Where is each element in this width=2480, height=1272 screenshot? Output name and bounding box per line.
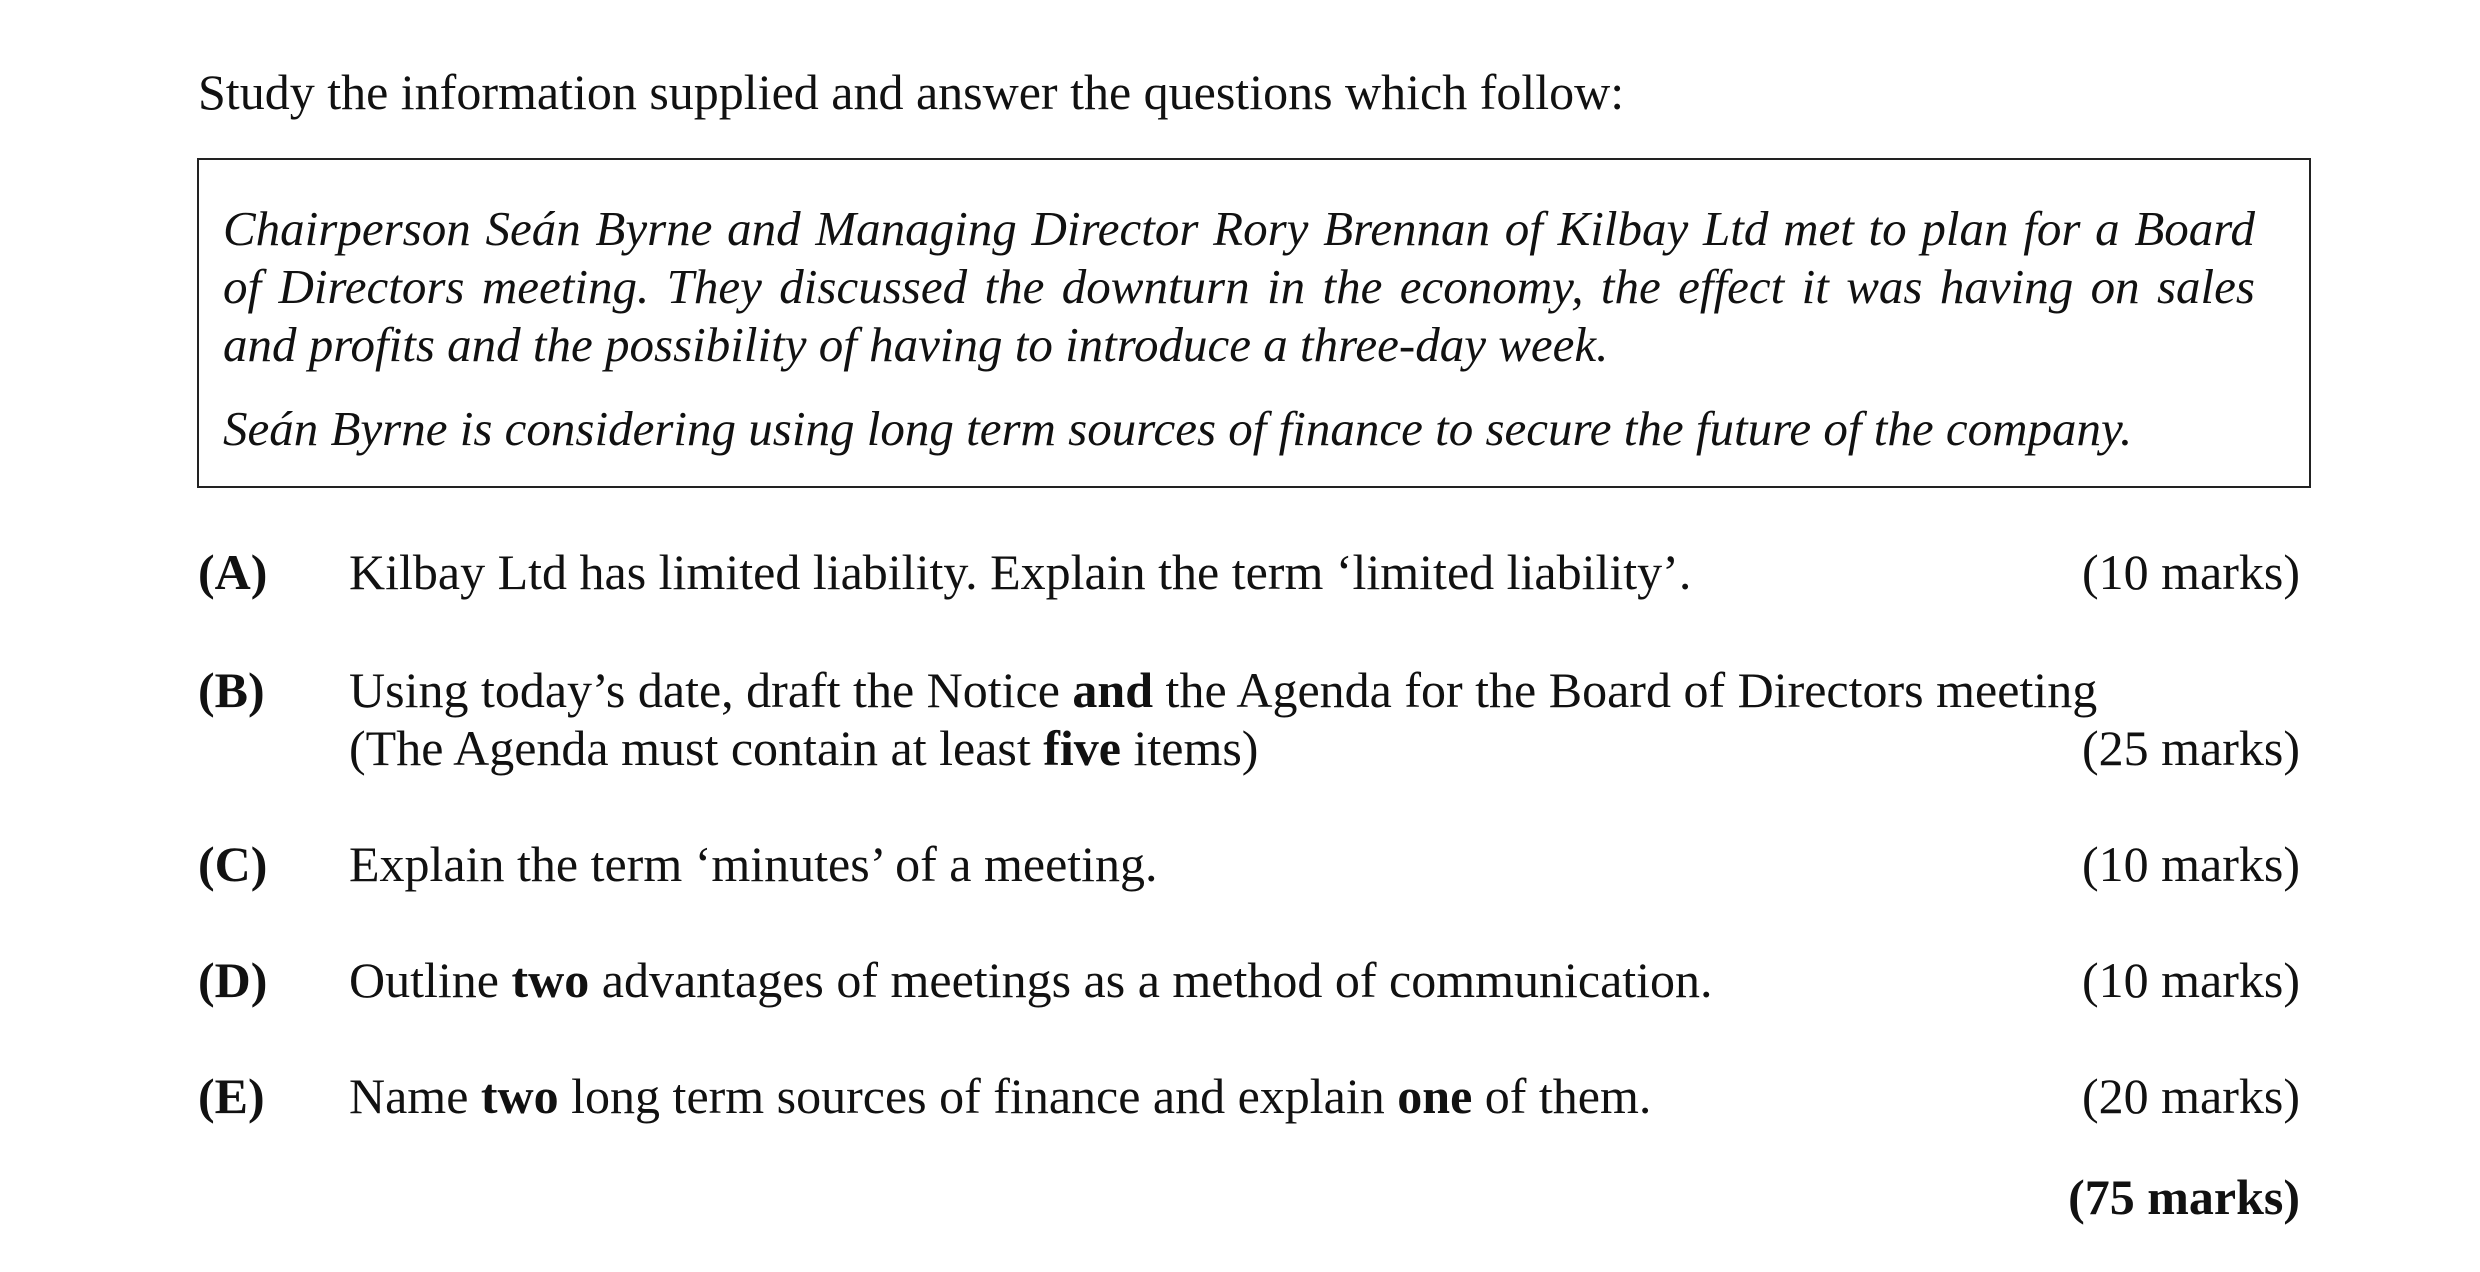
question-b xyxy=(198,661,2300,777)
question-marks: (10 marks) xyxy=(2082,544,2300,600)
case-study-paragraph: Chairperson Seán Byrne and Managing Director Rory Brennan of Kilbay Ltd met to plan for a Board of Directors meeting. They discussed the downturn in the economy, the effect it was having on sales and profits and the possibility of having to introduce a three-day week. xyxy=(223,201,2255,372)
question-marks: (10 marks) xyxy=(2082,836,2300,892)
question-marks: (10 marks) xyxy=(2082,952,2300,1008)
question-text: Explain the term ‘minutes’ of a meeting. xyxy=(349,836,1158,892)
question-letter: (D) xyxy=(198,952,268,1008)
question-letter: (C) xyxy=(198,836,268,892)
question-text: Kilbay Ltd has limited liability. Explain the term ‘limited liability’. xyxy=(349,544,1692,600)
question-text: Name two long term sources of finance and explain one of them. xyxy=(349,1068,1652,1124)
case-study-paragraph: Seán Byrne is considering using long term sources of finance to secure the future of the company. xyxy=(223,401,2133,456)
question-text: Using today’s date, draft the Notice and the Agenda for the Board of Directors meeting xyxy=(349,662,2098,718)
question-c xyxy=(198,835,2300,893)
question-d xyxy=(198,951,2300,1009)
question-letter: (B) xyxy=(198,662,265,718)
question-letter: (E) xyxy=(198,1068,265,1124)
question-text-line2: (The Agenda must contain at least five items) xyxy=(349,720,1259,776)
question-marks: (20 marks) xyxy=(2082,1068,2300,1124)
case-study-box xyxy=(197,158,2311,488)
total-marks: (75 marks) xyxy=(2068,1169,2300,1225)
question-e xyxy=(198,1067,2300,1125)
question-text: Outline two advantages of meetings as a method of communication. xyxy=(349,952,1713,1008)
question-letter: (A) xyxy=(198,544,268,600)
instructions-text: Study the information supplied and answer the questions which follow: xyxy=(198,64,1625,120)
question-a xyxy=(198,543,2300,601)
question-marks: (25 marks) xyxy=(2082,720,2300,776)
